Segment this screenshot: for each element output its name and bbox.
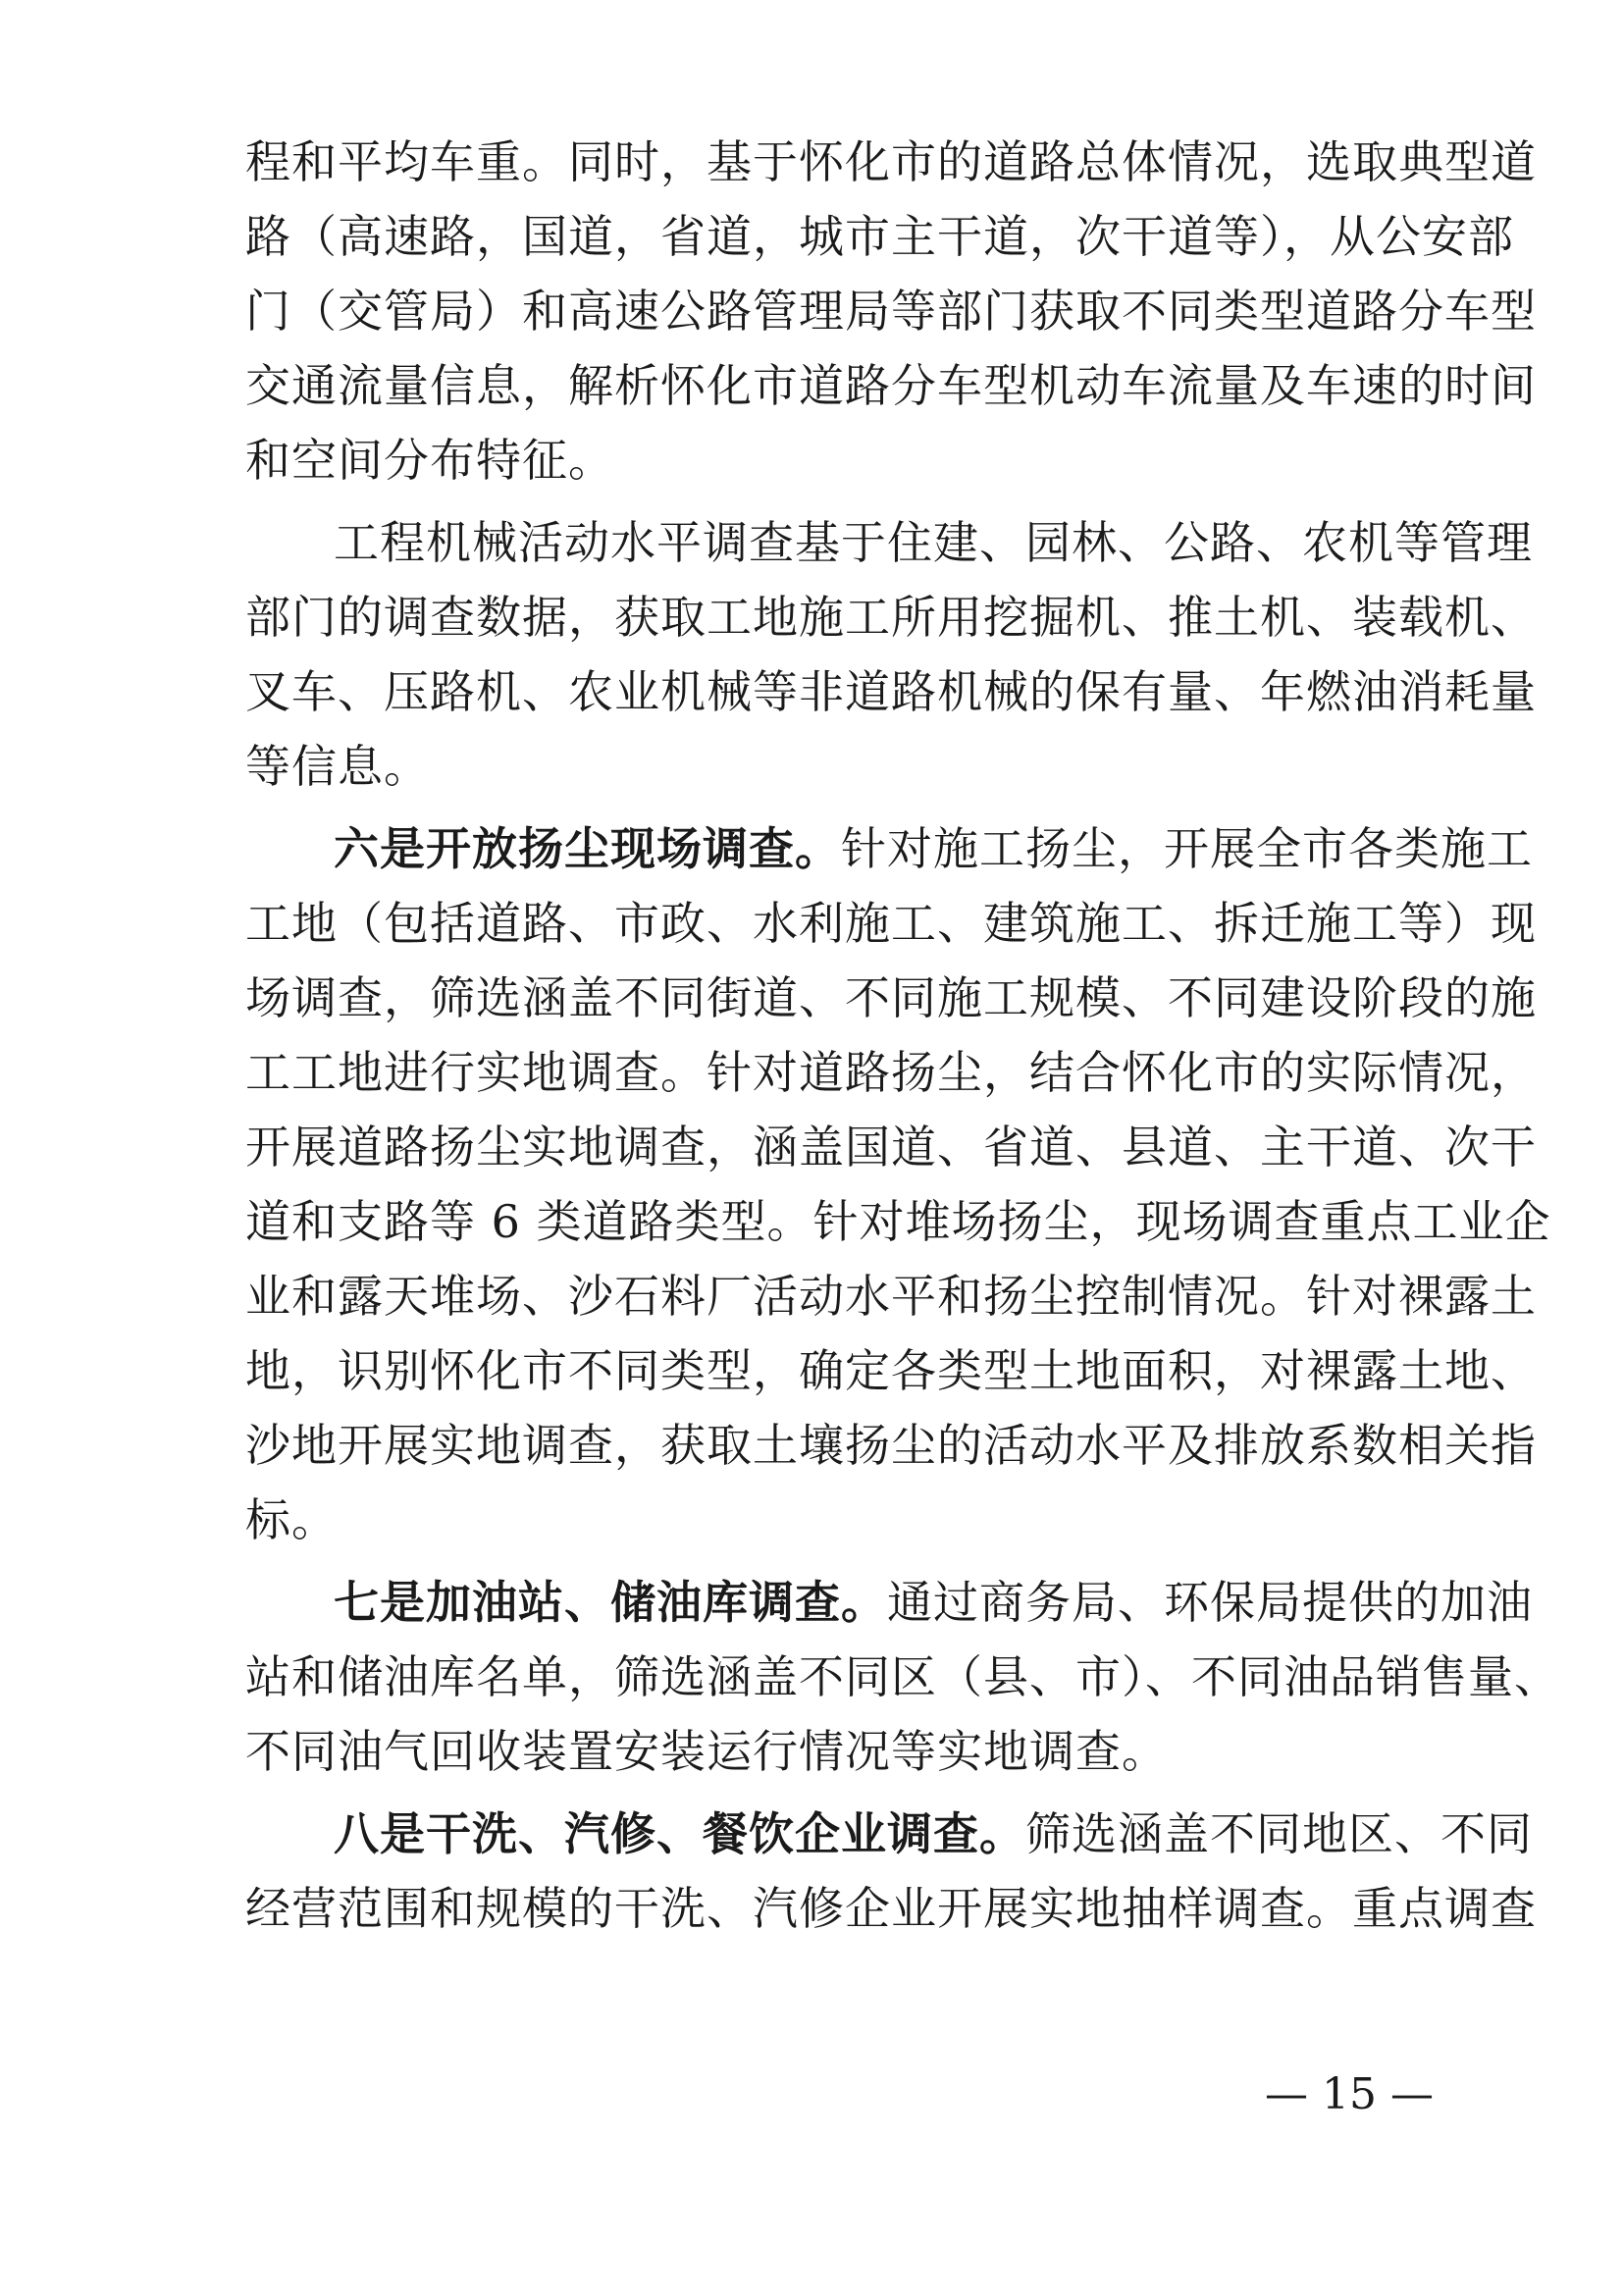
paragraph-line: 业和露天堆场、沙石料厂活动水平和扬尘控制情况。针对裸露土 <box>245 1270 1537 1323</box>
paragraph-line: 工地（包括道路、市政、水利施工、建筑施工、拆迁施工等）现 <box>245 897 1537 950</box>
paragraph-line: 等信息。 <box>245 740 430 793</box>
paragraph-line: 场调查，筛选涵盖不同街道、不同施工规模、不同建设阶段的施 <box>245 971 1537 1024</box>
section-heading-eight: 八是干洗、汽修、餐饮企业调查。 <box>334 1807 1025 1860</box>
paragraph-line: 道和支路等 6 类道路类型。针对堆场扬尘，现场调查重点工业企 <box>245 1195 1551 1248</box>
paragraph-line: 标。 <box>245 1493 338 1546</box>
paragraph-line: 地，识别怀化市不同类型，确定各类型土地面积，对裸露土地、 <box>245 1344 1537 1397</box>
paragraph-line: 路（高速路，国道，省道，城市主干道，次干道等），从公安部 <box>245 210 1514 263</box>
section-heading-seven: 七是加油站、储油库调查。 <box>334 1576 887 1629</box>
page-number: — 15 — <box>1265 2069 1434 2119</box>
paragraph-line: 工工地进行实地调查。针对道路扬尘，结合怀化市的实际情况， <box>245 1046 1537 1099</box>
section-heading-six: 六是开放扬尘现场调查。 <box>334 822 841 875</box>
paragraph-line: 程和平均车重。同时，基于怀化市的道路总体情况，选取典型道 <box>245 135 1537 188</box>
paragraph-line: 门（交管局）和高速公路管理局等部门获取不同类型道路分车型 <box>245 285 1537 338</box>
paragraph-text: 通过商务局、环保局提供的加油 <box>887 1576 1533 1629</box>
paragraph-line: 交通流量信息，解析怀化市道路分车型机动车流量及车速的时间 <box>245 359 1537 412</box>
paragraph-line: 部门的调查数据，获取工地施工所用挖掘机、推土机、装载机、 <box>245 591 1537 644</box>
paragraph-line: 经营范围和规模的干洗、汽修企业开展实地抽样调查。重点调查 <box>245 1882 1537 1935</box>
paragraph-line: 不同油气回收装置安装运行情况等实地调查。 <box>245 1725 1168 1778</box>
paragraph-line: 和空间分布特征。 <box>245 434 614 487</box>
paragraph-text: 筛选涵盖不同地区、不同 <box>1025 1807 1533 1860</box>
paragraph-line: 叉车、压路机、农业机械等非道路机械的保有量、年燃油消耗量 <box>245 665 1537 718</box>
paragraph-line: 开展道路扬尘实地调查，涵盖国道、省道、县道、主干道、次干 <box>245 1121 1537 1174</box>
paragraph-line: 工程机械活动水平调查基于住建、园林、公路、农机等管理 <box>334 516 1533 569</box>
paragraph-text: 针对施工扬尘，开展全市各类施工 <box>841 822 1533 875</box>
paragraph-line: 沙地开展实地调查，获取土壤扬尘的活动水平及排放系数相关指 <box>245 1419 1537 1472</box>
paragraph-line: 站和储油库名单，筛选涵盖不同区（县、市）、不同油品销售量、 <box>245 1650 1560 1703</box>
